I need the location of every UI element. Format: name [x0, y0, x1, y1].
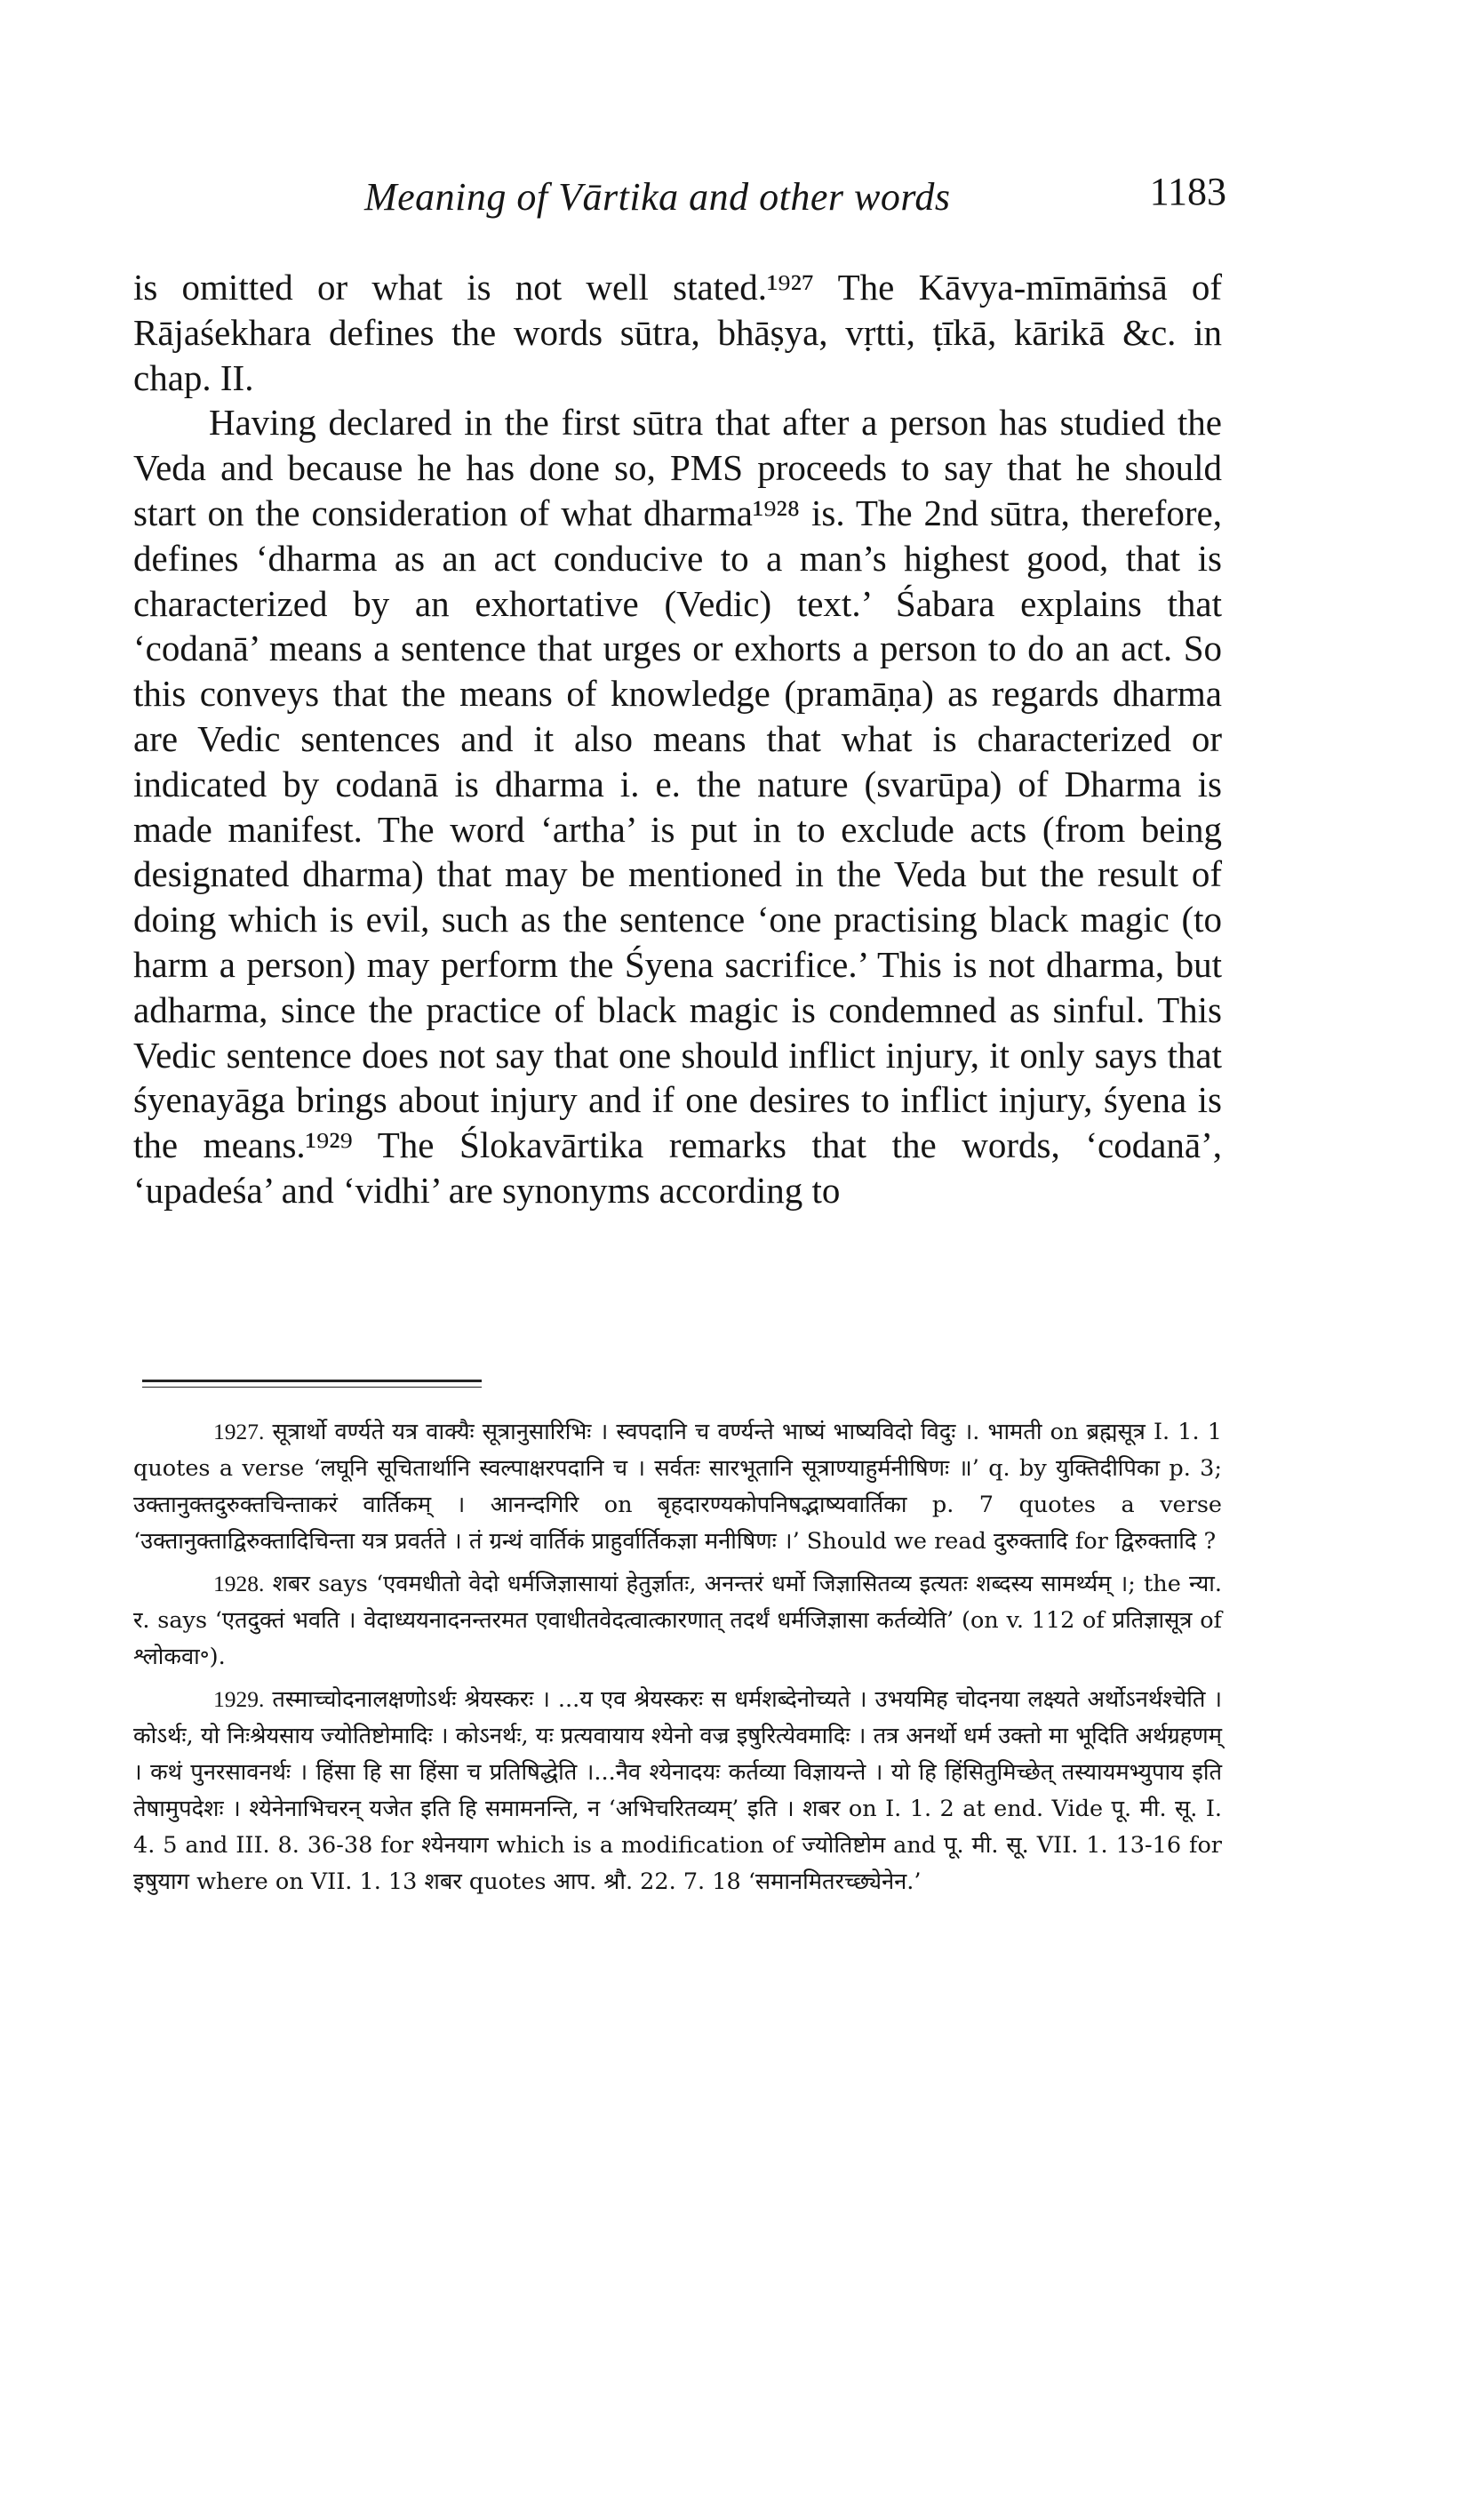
footnote-number: 1929.: [213, 1686, 265, 1712]
footnote-text: शबर says ‘एवमधीतो वेदो धर्मजिज्ञासायां हेतुर्ज्ञातः, अनन्तरं धर्मो जिज्ञासितव्य इत्यतः शब्दस्य सामर्थ्यम् ।; the न्या. र. says ‘एतदुक्तं भवति । वेदाध्ययनादनन्तरमत एवाधीतवेदत्वात्कारणात् तदर्थं धर्मजिज्ञासा कर्तव्येति’ (on v. 112 of प्रतिज्ञासूत्र of श्लोकवा॰).: [133, 1571, 1223, 1670]
footnote-1927: [133, 1413, 1222, 1560]
paragraph-dharma: Having declared in the first sūtra that after a person has studied the Veda and because he has done so, PMS proceeds to say that he should start on the consideration of what dharma¹⁹²⁸ is. The 2nd sūtra, therefore, defines ‘dharma as an act conducive to a man’s highest good, that is characterized by an exhortative (Vedic) text.’ Śabara explains that ‘codanā’ means a sentence that urges or exhorts a person to do an act. So this conveys that the means of knowledge (pramāṇa) as regards dharma are Vedic sentences and it also means that what is characterized or indicated by codanā is dharma i. e. the nature (svarūpa) of Dharma is made manifest. The word ‘artha’ is put in to exclude acts (from being designated dharma) that may be mentioned in the Veda but the result of doing which is evil, such as the sentence ‘one practising black magic (to harm a person) may perform the Śyena sacrifice.’ This is not dharma, but adharma, since the practice of black magic is condemned as sinful. This Vedic sentence does not say that one should inflict injury, it only says that śyenayāga brings about injury and if one desires to inflict injury, śyena is the means.¹⁹²⁹ The Ślokavārtika remarks that the words, ‘codanā’, ‘upadeśa’ and ‘vidhi’ are synonyms according to: [133, 402, 1222, 1211]
footnote-1928: [133, 1565, 1222, 1676]
footnote-text: तस्माच्चोदनालक्षणोऽर्थः श्रेयस्करः । ...य एव श्रेयस्करः स धर्मशब्देनोच्यते । उभयमिह चोदनया लक्ष्यते अर्थोऽनर्थश्चेति । कोऽर्थः, यो निःश्रेयसाय ज्योतिष्टोमादिः । कोऽनर्थः, यः प्रत्यवायाय श्येनो वज्र इषुरित्येवमादिः । तत्र अनर्थो धर्म उक्तो मा भूदिति अर्थग्रहणम् । कथं पुनरसावनर्थः । हिंसा हि सा हिंसा च प्रतिषिद्धेति ।...नैव श्येनादयः कर्तव्या विज्ञायन्ते । यो हि हिंसितुमिच्छेत् तस्यायमभ्युपाय इति तेषामुपदेशः । श्येनेनाभिचरन् यजेत इति हि समामनन्ति, न ‘अभिचरितव्यम्’ इति । शबर on I. 1. 2 at end. Vide पू. मी. सू. I. 4. 5 and III. 8. 36-38 for श्येनयाग which is a modification of ज्योतिष्टोम and पू. मी. सू. VII. 1. 13-16 for इषुयाग where on VII. 1. 13 शबर quotes आप. श्रौ. 22. 7. 18 ‘समानमितरच्छ्येनेन.’: [133, 1686, 1223, 1895]
footnote-text: सूत्रार्थो वर्ण्यते यत्र वाक्यैः सूत्रानुसारिभिः । स्वपदानि च वर्ण्यन्ते भाष्यं भाष्यविदो विदुः ।. भामती on ब्रह्मसूत्र I. 1. 1 quotes a verse ‘लघूनि सूचितार्थानि स्वल्पाक्षरपदानि च । सर्वतः सारभूतानि सूत्राण्याहुर्मनीषिणः ॥’ q. by युक्तिदीपिका p. 3; उक्तानुक्तदुरुक्तचिन्ताकरं वार्तिकम् । आनन्दगिरि on बृहदारण्यकोपनिषद्भाष्यवार्तिका p. 7 quotes a verse ‘उक्तानुक्ताद्विरुक्तादिचिन्ता यत्र प्रवर्तते । तं ग्रन्थं वार्तिकं प्राहुर्वार्तिकज्ञा मनीषिणः ।’ Should we read दुरुक्तादि for द्विरुक्तादि ?: [133, 1419, 1223, 1555]
running-header: [133, 170, 1226, 228]
footnote-number: 1927.: [213, 1419, 265, 1444]
footnote-separator: [142, 1380, 482, 1388]
footnote-number: 1928.: [213, 1571, 265, 1596]
footnote-1929: [133, 1681, 1222, 1900]
main-text: [133, 265, 1222, 1213]
footnotes: [133, 1413, 1222, 1906]
page-number: 1183: [1149, 170, 1226, 213]
running-title: Meaning of Vārtika and other words: [364, 175, 951, 219]
paragraph-continued: is omitted or what is not well stated.¹⁹²⁷ The Kāvya-mīmāṁsā of Rājaśekhara defines the words sūtra, bhāṣya, vṛtti, ṭīkā, kārikā &c. in chap. II.: [133, 267, 1222, 398]
